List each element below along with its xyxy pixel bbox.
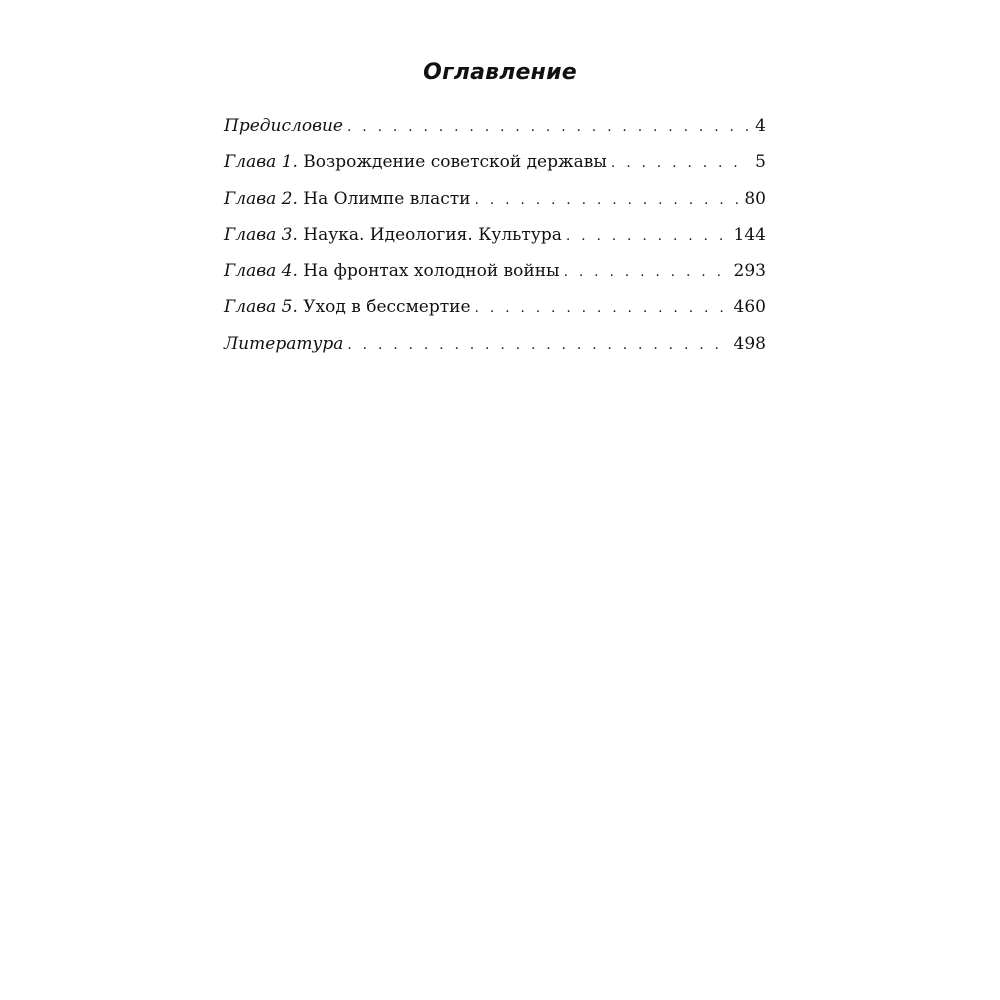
toc-entry-literature[interactable] [224, 332, 766, 368]
toc-title: Оглавление [423, 60, 577, 85]
toc-entry-chapter-4[interactable] [224, 259, 766, 295]
toc-entry-chapter-1[interactable] [224, 150, 766, 186]
toc-entry-chapter-number: Глава 5. [224, 297, 298, 318]
toc-entry-page: 4 [755, 116, 766, 136]
dot-leader [475, 188, 739, 212]
toc-entry-label [224, 114, 343, 138]
toc-entry-chapter-number: Глава 2. [224, 188, 298, 209]
toc-entry-chapter-number: Глава 3. [224, 224, 298, 245]
dot-leader [347, 115, 749, 139]
toc-entry-page: 498 [733, 333, 766, 354]
toc-entry-page: 80 [744, 188, 766, 209]
toc-entry-title: Литература [224, 333, 344, 354]
toc-entry-label [224, 223, 562, 247]
toc-entry-chapter-number: Глава 4. [224, 261, 298, 282]
dot-leader [611, 151, 749, 175]
dot-leader [347, 333, 727, 357]
toc-entry-chapter-number: Глава 1. [224, 152, 298, 173]
toc-entry-label [224, 187, 471, 211]
toc-entry-page: 460 [733, 297, 766, 318]
toc-entry-page: 5 [755, 152, 766, 173]
toc-entry-title: Возрождение советской державы [297, 152, 607, 173]
toc-entry-page: 293 [733, 261, 766, 282]
dot-leader [566, 224, 728, 248]
toc-entry-label [224, 295, 471, 319]
dot-leader [475, 296, 728, 320]
toc-entry-chapter-3[interactable] [224, 223, 766, 259]
toc-entry-label [224, 259, 560, 283]
toc-entry-title: Наука. Идеология. Культура [297, 224, 562, 245]
toc-entry-label [224, 332, 343, 356]
toc-entry-title: На Олимпе власти [297, 188, 471, 209]
toc-entry-title: Уход в бессмертие [297, 297, 471, 318]
toc-entry-page: 144 [733, 224, 766, 245]
dot-leader [564, 260, 728, 284]
toc-entry-title: Предисловие [224, 116, 343, 136]
toc-entry-chapter-5[interactable] [224, 295, 766, 331]
toc-list [224, 114, 766, 368]
toc-entry-label [224, 150, 607, 174]
toc-entry-preface[interactable] [224, 114, 766, 150]
toc-entry-title: На фронтах холодной войны [297, 261, 560, 282]
toc-entry-chapter-2[interactable] [224, 187, 766, 223]
